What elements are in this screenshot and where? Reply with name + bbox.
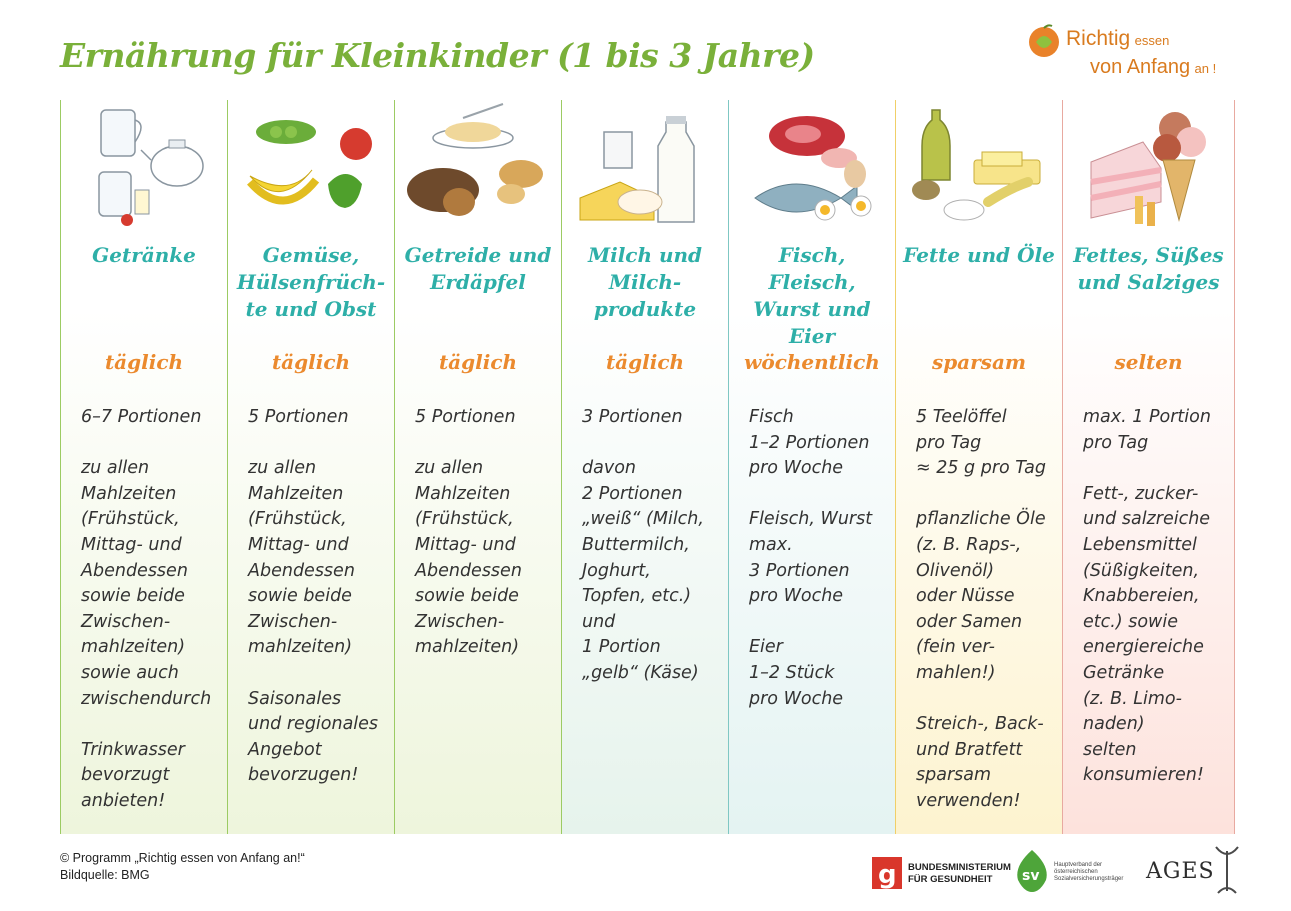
column-body: 3 Portionen davon 2 Portionen „weiß“ (Milch, Buttermilch, Joghurt, Topfen, etc.) und 1 Portion „gelb“ (Käse) [582, 407, 704, 683]
column-body: 5 Teelöffel pro Tag ≈ 25 g pro Tag pflanzliche Öle (z. B. Raps-, Olivenöl) oder Nüsse oder Samen (fein ver- mahlen!) Streich-, Back- und Bratfett sparsam verwenden! [916, 407, 1046, 811]
column-title: Getreide und Erdäpfel [404, 243, 552, 294]
image-source-text: Bildquelle: BMG [60, 868, 150, 882]
column-body: Fisch 1–2 Portionen pro Woche Fleisch, Wurst max. 3 Portionen pro Woche Eier 1–2 Stück pro Woche [749, 407, 873, 709]
column-frequency: täglich [438, 350, 518, 374]
svg-text:g: g [878, 860, 897, 889]
bmg-logo [872, 853, 1011, 893]
dairy-illustration-icon [570, 102, 720, 227]
brand-logo [1026, 22, 1261, 86]
fats-oils-illustration-icon [904, 102, 1054, 227]
brand-word-richtig: Richtig [1066, 27, 1131, 50]
vegetables-fruit-illustration-icon [236, 102, 386, 227]
ages-logo-text: AGES [1146, 859, 1215, 884]
svg-text:sv: sv [1022, 868, 1040, 884]
grain-potato-illustration-icon [403, 102, 553, 227]
column-frequency: täglich [104, 350, 184, 374]
column-vegetables-fruit [227, 100, 394, 834]
bmg-logo-text: BUNDESMINISTERIUM FÜR GESUNDHEIT [908, 862, 1011, 885]
column-frequency: täglich [271, 350, 351, 374]
sv-logo [1014, 848, 1139, 894]
column-grain-potatoes [394, 100, 561, 834]
column-drinks [60, 100, 227, 834]
brand-word-an: an ! [1194, 61, 1217, 76]
column-body: 5 Portionen zu allen Mahlzeiten (Frühstück, Mittag- und Abendessen sowie beide Zwischen- mahlzeiten) Saisonales und regionales Angebot bevorzugen! [248, 407, 379, 786]
column-sweets-salty [1062, 100, 1235, 834]
food-group-columns [60, 100, 1235, 834]
drinks-illustration-icon [69, 102, 219, 227]
page-title: Ernährung für Kleinkinder (1 bis 3 Jahre) [60, 36, 815, 75]
brand-word-von-anfang: von Anfang [1090, 56, 1191, 78]
sweets-illustration-icon [1071, 102, 1221, 227]
column-body: 5 Portionen zu allen Mahlzeiten (Frühstück, Mittag- und Abendessen sowie beide Zwischen- mahlzeiten) [415, 407, 522, 658]
column-frequency: selten [1114, 350, 1183, 374]
sv-leaf-icon [1014, 848, 1050, 894]
ages-logo [1144, 845, 1244, 897]
column-title: Milch und Milch-produkte [587, 243, 703, 321]
column-body: 6–7 Portionen zu allen Mahlzeiten (Frühstück, Mittag- und Abendessen sowie beide Zwischen- mahlzeiten) sowie auch zwischendurch Trinkwasser bevorzugt anbieten! [81, 407, 212, 811]
column-frequency: sparsam [931, 350, 1027, 374]
column-dairy [561, 100, 728, 834]
apple-logo-icon [1026, 22, 1062, 58]
column-frequency: wöchentlich [744, 350, 880, 374]
bmg-logo-mark-icon [872, 857, 902, 889]
ages-figure-icon [1212, 845, 1242, 897]
fish-meat-egg-illustration-icon [737, 102, 887, 227]
column-title: Fette und Öle [903, 243, 1055, 267]
column-title: Fettes, Süßes und Salziges [1073, 243, 1224, 294]
column-title: Fisch, Fleisch, Wurst und Eier [753, 243, 871, 348]
column-title: Gemüse, Hülsenfrüch-te und Obst [236, 243, 386, 321]
sv-logo-text: Hauptverband der österreichischen Sozialversicherungsträger [1054, 862, 1124, 882]
column-fish-meat-eggs [728, 100, 895, 834]
column-frequency: täglich [605, 350, 685, 374]
footer-note [60, 850, 305, 884]
column-title: Getränke [92, 243, 196, 267]
column-body: max. 1 Portion pro Tag Fett-, zucker- und salzreiche Lebensmittel (Süßigkeiten, Knabbereien, etc.) sowie energiereiche Getränke (z. B. Limo- naden) selten konsumieren! [1083, 407, 1211, 786]
brand-word-essen: essen [1134, 33, 1170, 48]
copyright-text: © Programm „Richtig essen von Anfang an!“ [60, 851, 305, 865]
column-fats-oils [895, 100, 1062, 834]
